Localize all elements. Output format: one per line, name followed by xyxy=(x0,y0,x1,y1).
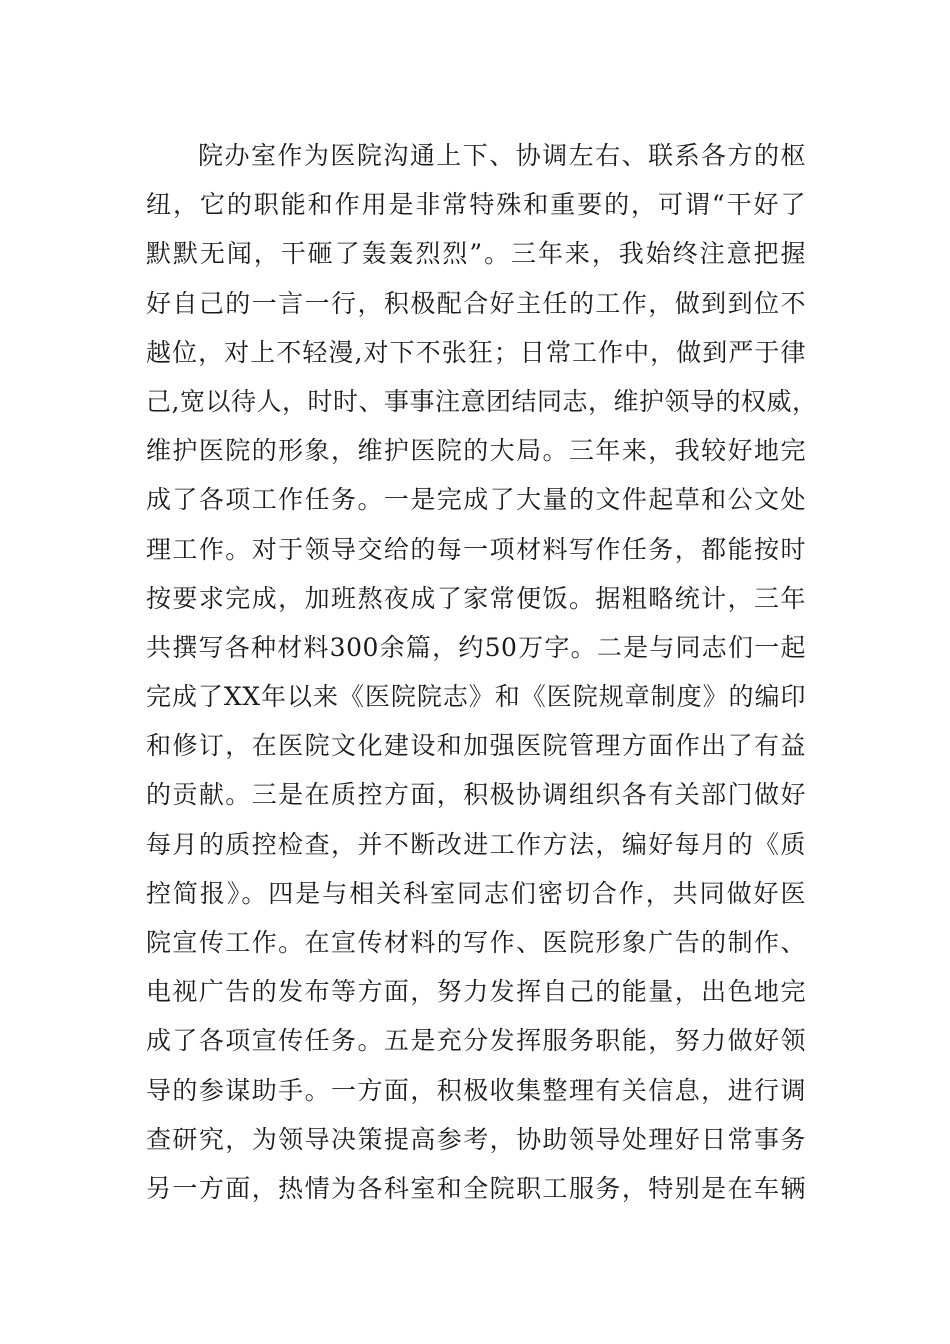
text-line: 维护医院的形象，维护医院的大局。三年来，我较好地完 xyxy=(146,436,806,466)
text-line: 每月的质控检查，并不断改进工作方法，编好每月的《质 xyxy=(146,829,806,859)
text-line: 理工作。对于领导交给的每一项材料写作任务，都能按时 xyxy=(146,534,806,564)
text-line: 和修订，在医院文化建设和加强医院管理方面作出了有益 xyxy=(146,731,806,761)
text-line: 另一方面，热情为各科室和全院职工服务，特别是在车辆 xyxy=(146,1173,806,1203)
text-line: 控简报》。四是与相关科室同志们密切合作，共同做好医 xyxy=(146,878,806,908)
text-line: 己,宽以待人，时时、事事注意团结同志，维护领导的权威， xyxy=(146,386,818,416)
text-line: 院办室作为医院沟通上下、协调左右、联系各方的枢 xyxy=(198,141,806,170)
text-line: 查研究，为领导决策提高参考，协助领导处理好日常事务 xyxy=(146,1124,806,1154)
text-line: 共撰写各种材料300余篇，约50万字。二是与同志们一起 xyxy=(146,632,806,662)
text-line: 完成了XX年以来《医院院志》和《医院规章制度》的编印 xyxy=(146,682,806,712)
text-line: 院宣传工作。在宣传材料的写作、医院形象广告的制作、 xyxy=(146,928,806,957)
text-line: 导的参谋助手。一方面，积极收集整理有关信息，进行调 xyxy=(146,1075,806,1105)
text-line: 成了各项工作任务。一是完成了大量的文件起草和公文处 xyxy=(146,485,806,515)
text-line: 纽，它的职能和作用是非常特殊和重要的，可谓“干好了 xyxy=(146,190,806,220)
text-line: 的贡献。三是在质控方面，积极协调组织各有关部门做好 xyxy=(146,780,806,810)
text-line: 按要求完成，加班熬夜成了家常便饭。据粗略统计，三年 xyxy=(146,583,806,613)
body-paragraph xyxy=(146,131,818,1213)
text-line: 成了各项宣传任务。五是充分发挥服务职能，努力做好领 xyxy=(146,1026,806,1056)
text-line: 好自己的一言一行，积极配合好主任的工作，做到到位不 xyxy=(146,288,806,318)
text-line: 电视广告的发布等方面，努力发挥自己的能量，出色地完 xyxy=(146,977,806,1007)
text-line: 默默无闻，干砸了轰轰烈烈”。三年来，我始终注意把握 xyxy=(146,239,806,269)
text-line: 越位，对上不轻漫,对下不张狂；日常工作中，做到严于律 xyxy=(146,337,806,367)
